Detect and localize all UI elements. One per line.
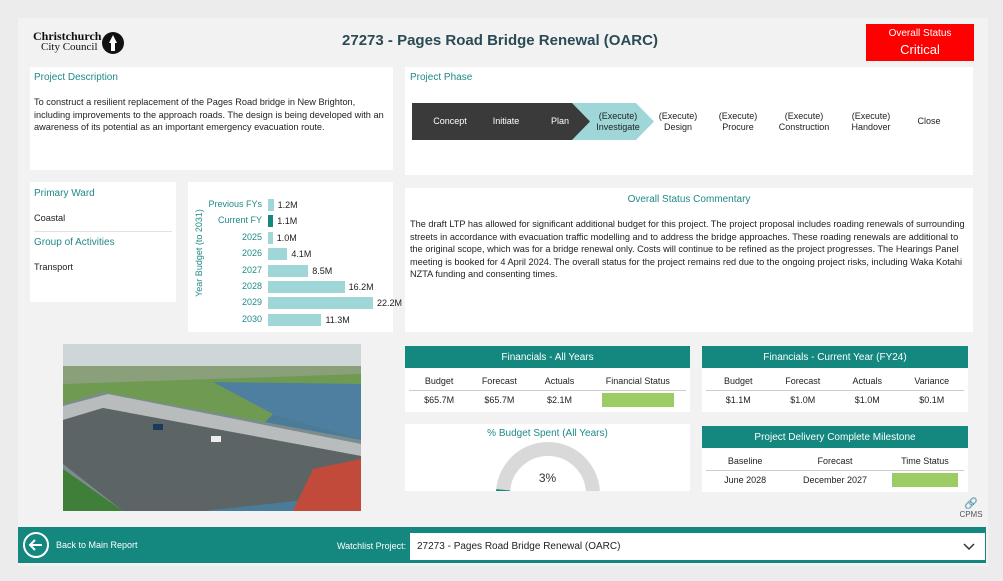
chart-bar[interactable]: [268, 314, 321, 326]
chart-category-label: 2026: [241, 248, 262, 259]
phase-step-close: Close: [917, 116, 941, 126]
back-arrow-icon: [22, 531, 50, 559]
chart-value-label: 22.2M: [377, 298, 403, 309]
fin-cur-forecast-value: $1.0M: [790, 394, 816, 405]
milestone-col-time-status: Time Status: [901, 456, 949, 466]
ward-card: [30, 182, 176, 302]
phase-step-construction: (Execute) Construction: [778, 110, 830, 132]
chart-category-label: Previous FYs: [208, 199, 262, 209]
chart-y-axis-label: Year Budget (to 2031): [194, 209, 204, 297]
fin-cur-col-budget: Budget: [723, 376, 753, 386]
fin-all-forecast-value: $65.7M: [484, 394, 515, 405]
link-icon: 🔗: [964, 498, 978, 510]
status-label: Overall Status: [888, 28, 952, 39]
chart-bar[interactable]: [268, 265, 308, 277]
milestone-col-baseline: Baseline: [727, 456, 763, 466]
commentary-title: Overall Status Commentary: [627, 194, 751, 205]
financials-all-years-header: Financials - All Years: [405, 346, 690, 368]
budget-spent-value: 3%: [538, 471, 557, 485]
milestone-col-forecast: Forecast: [817, 456, 853, 466]
commentary-card: [405, 188, 973, 332]
phase-step-initiate: Initiate: [492, 116, 520, 126]
fin-all-actuals-value: $2.1M: [547, 394, 573, 405]
fin-all-col-status: Financial Status: [605, 376, 670, 386]
chart-bars-area: [188, 182, 403, 332]
fin-all-budget-value: $65.7M: [424, 394, 455, 405]
phase-step-plan: Plan: [550, 116, 569, 126]
fin-cur-budget-value: $1.1M: [725, 394, 751, 405]
logo-line-1: Christchurch: [33, 29, 102, 43]
cpms-link[interactable]: [956, 497, 986, 519]
watchlist-project-select[interactable]: [410, 533, 985, 560]
chart-value-label: 4.1M: [291, 249, 312, 260]
phase-step-handover: (Execute) Handover: [851, 110, 891, 132]
chart-value-label: 16.2M: [348, 282, 374, 292]
fin-all-col-actuals: Actuals: [544, 376, 575, 386]
cpms-label: CPMS: [959, 510, 983, 519]
status-value: Critical: [900, 42, 940, 57]
fin-cur-col-forecast: Forecast: [785, 376, 821, 386]
chart-value-label: 1.0M: [276, 232, 297, 243]
financial-status-indicator: [602, 393, 674, 407]
primary-ward-title: Primary Ward: [34, 188, 95, 199]
chart-bar[interactable]: [268, 199, 274, 211]
group-activities-title: Group of Activities: [34, 237, 115, 248]
chart-bar[interactable]: [268, 248, 287, 260]
chart-category-label: 2027: [241, 264, 262, 275]
chart-category-label: 2030: [241, 313, 262, 324]
budget-spent-card: [405, 424, 690, 491]
chart-bar[interactable]: [268, 215, 273, 227]
financials-current-year-header: Financials - Current Year (FY24): [702, 346, 968, 368]
milestone-forecast-value: December 2027: [802, 474, 868, 485]
chart-value-label: 11.3M: [325, 314, 350, 325]
watchlist-label: Watchlist Project:: [337, 541, 407, 551]
back-label: Back to Main Report: [56, 540, 138, 550]
milestone-table: [702, 448, 968, 492]
chart-bar[interactable]: [268, 232, 273, 244]
watchlist-selected-value: 27273 - Pages Road Bridge Renewal (OARC): [417, 541, 621, 552]
time-status-indicator: [892, 473, 958, 487]
chart-bar[interactable]: [268, 297, 373, 309]
chart-value-label: 1.1M: [277, 216, 298, 227]
chart-category-label: 2029: [241, 297, 262, 308]
council-logo: [33, 29, 143, 57]
bridge-illustration: [63, 344, 361, 511]
fin-cur-actuals-value: $1.0M: [854, 394, 880, 405]
budget-spent-title: % Budget Spent (All Years): [487, 428, 608, 439]
ward-divider: [34, 231, 172, 232]
description-text: To construct a resilient replacement of the Pages Road bridge in New Brighton, including improvements to the approach roads. The design is being developed with an awareness of its potential as an important emergency evacuation route.: [34, 97, 384, 132]
commentary-text: The draft LTP has allowed for significant additional budget for this project. The project proposal includes roading renewals of surrounding streets in accordance with evacuation traffic modelling and to address the bridge approaches. These roading renewals are additional to the original scope, which was for a bridge renewal only. Costs will continue to be refined as the project progresses. The Hearings Panel meeting is booked for 4 April 2024. The overall status for the project remains red due to the ongoing project risks, including Waka Kotahi NZTA funding and consenting times.: [410, 219, 965, 279]
financials-all-years-table: [405, 368, 690, 412]
chart-value-label: 1.2M: [277, 200, 298, 210]
description-title: Project Description: [34, 72, 118, 83]
phase-title: Project Phase: [410, 72, 473, 83]
chart-bar[interactable]: [268, 281, 345, 293]
phase-step-procure: (Execute) Procure: [718, 110, 758, 132]
logo-line-2: City Council: [41, 41, 98, 53]
chart-value-label: 8.5M: [312, 265, 333, 276]
chart-category-label: 2028: [241, 281, 262, 291]
milestone-header: Project Delivery Complete Milestone: [702, 426, 968, 448]
fin-all-col-forecast: Forecast: [481, 376, 517, 386]
cathedral-icon: [101, 31, 125, 55]
bridge-rendering-image: [63, 344, 361, 511]
chart-category-label: 2025: [241, 231, 262, 242]
overall-status-badge: [866, 24, 974, 61]
phase-step-design: (Execute) Design: [658, 110, 698, 132]
phase-step-concept: Concept: [433, 116, 467, 126]
page-title: 27273 - Pages Road Bridge Renewal (OARC): [342, 32, 658, 49]
primary-ward-value: Coastal: [34, 213, 66, 223]
milestone-baseline-value: June 2028: [724, 474, 767, 485]
fin-cur-variance-value: $0.1M: [919, 394, 945, 405]
fin-cur-col-actuals: Actuals: [852, 376, 882, 386]
back-to-main-report-button[interactable]: [22, 531, 182, 559]
chevron-down-icon: [963, 543, 975, 551]
phase-step-investigate: (Execute) Investigate: [596, 110, 640, 132]
fin-all-col-budget: Budget: [424, 376, 454, 386]
chart-category-label: Current FY: [217, 215, 262, 226]
financials-current-year-table: [702, 368, 968, 412]
group-activities-value: Transport: [34, 262, 73, 272]
fin-cur-col-variance: Variance: [914, 376, 950, 386]
project-description-card: [30, 67, 393, 170]
year-budget-chart-card: [188, 182, 403, 332]
